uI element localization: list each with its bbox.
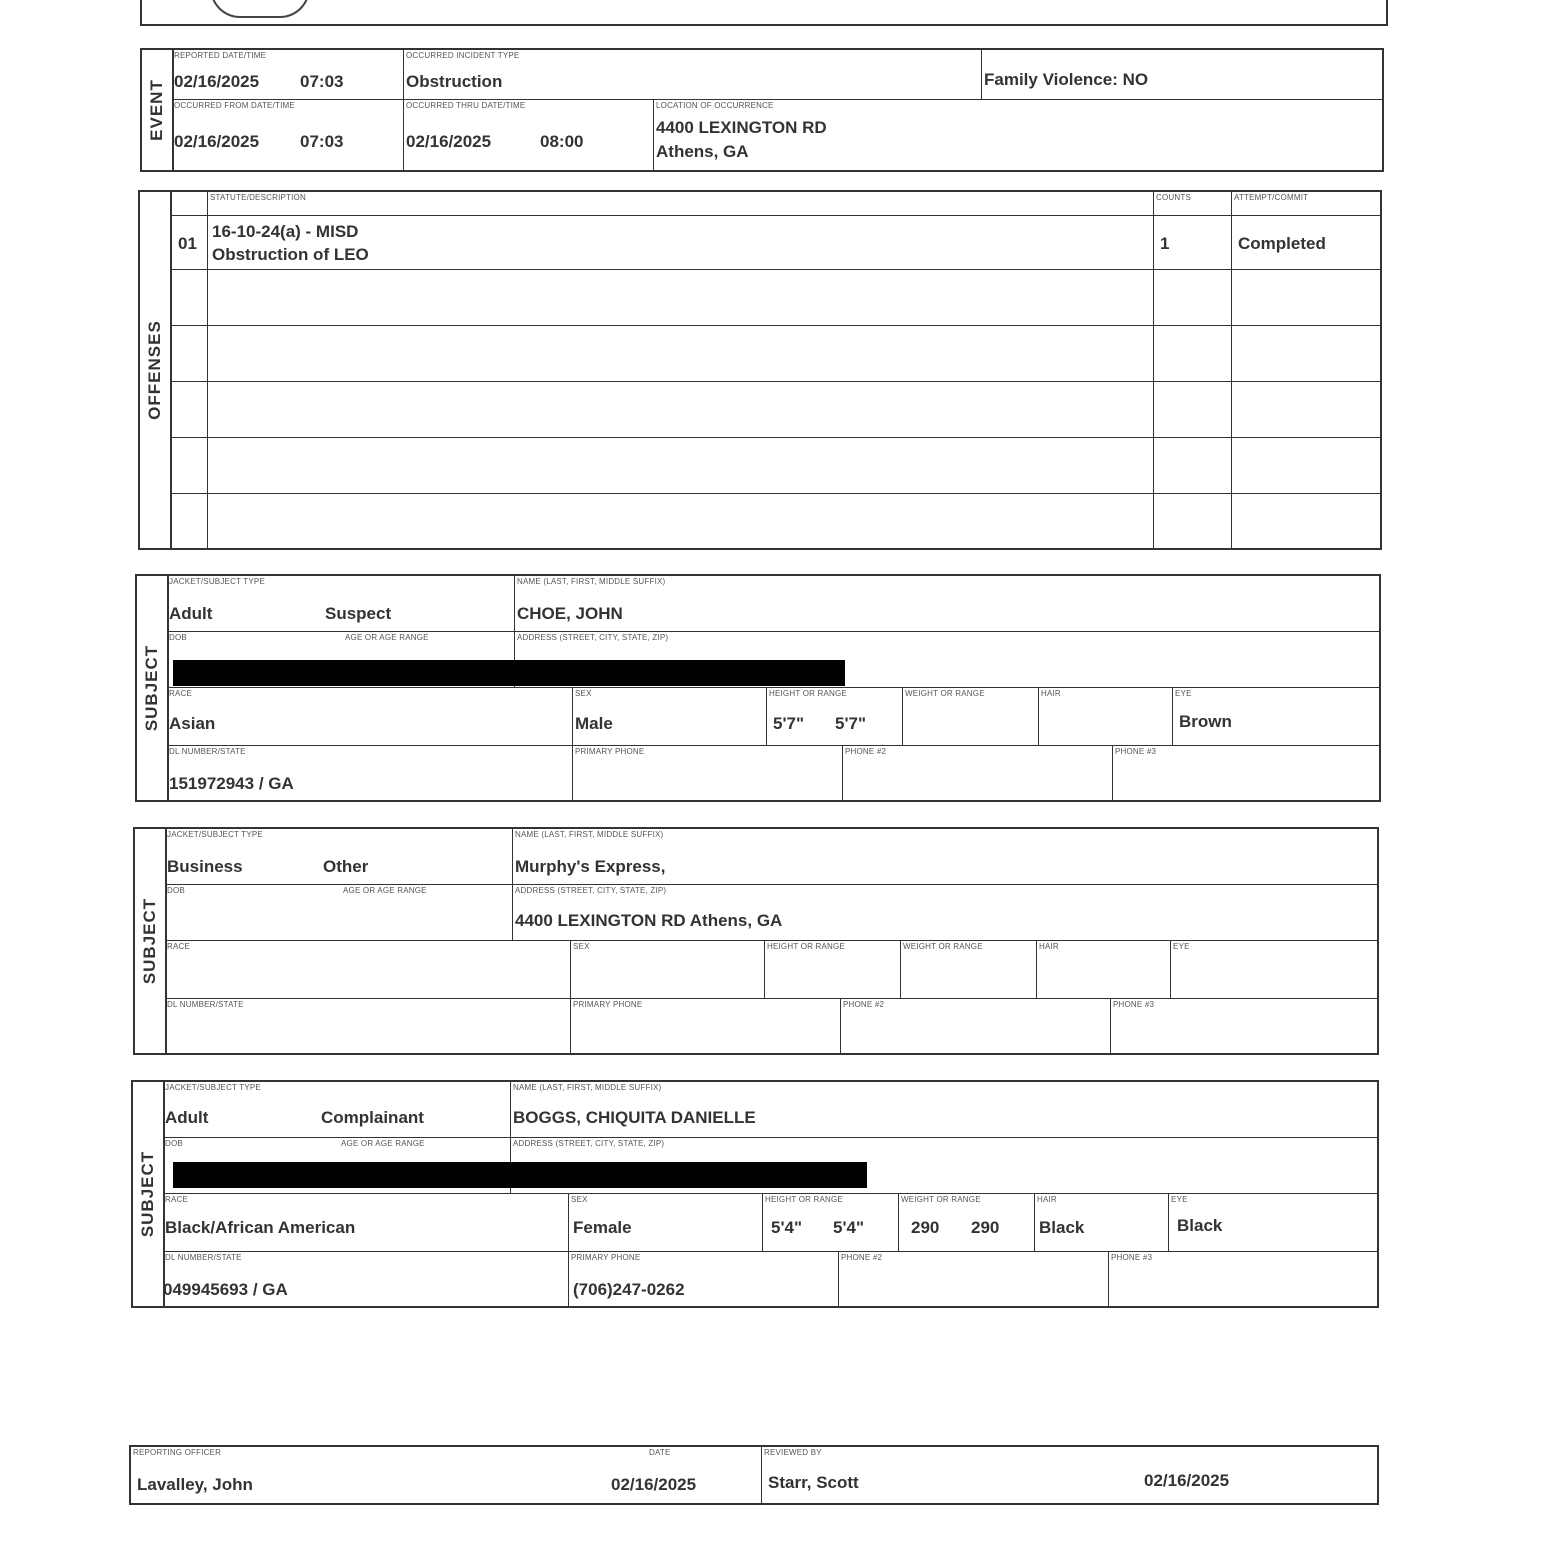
reported-time: 07:03 <box>300 72 344 91</box>
subject-side-label: SUBJECT <box>140 897 159 985</box>
subject-weight-max: 290 <box>971 1218 1000 1237</box>
occurred-from-time: 07:03 <box>300 132 344 151</box>
subject-weight-min: 290 <box>911 1218 940 1237</box>
subject-section-1: SUBJECT JACKET/SUBJECT TYPE Adult Suspect NAME (LAST, FIRST, MIDDLE SUFFIX) CHOE, JOHN DOB AGE OR AGE RANGE ADDRESS (STREET, CITY, STATE, ZIP) RACE Asian SEX Male HEIGHT OR RANGE 5'7" 5'7" WEIGHT OR RANGE HAIR EYE Brown DL NUMBER/STATE 151972943 / GA PRIMARY PHONE PHONE #2 PHONE #3 <box>135 574 1381 802</box>
empty-row <box>170 438 208 494</box>
footer-section: REPORTING OFFICER DATE Lavalley, John 02/16/2025 REVIEWED BY Starr, Scott 02/16/2025 <box>129 1445 1379 1505</box>
offenses-section: OFFENSES STATUTE/DESCRIPTION COUNTS ATTEMPT/COMMIT 01 16-10-24(a) - MISD Obstruction of LEO 1 Completed <box>138 190 1382 550</box>
subject-name: CHOE, JOHN <box>517 604 623 623</box>
occurred-thru-date: 02/16/2025 <box>406 132 492 151</box>
subject-category: Adult <box>165 1108 209 1127</box>
subject-category: Adult <box>169 604 213 623</box>
subject-dl: 049945693 / GA <box>163 1280 288 1299</box>
occurred-from-date: 02/16/2025 <box>174 132 260 151</box>
subject-name: BOGGS, CHIQUITA DANIELLE <box>513 1108 756 1127</box>
officer-date: 02/16/2025 <box>611 1475 697 1494</box>
incident-type: Obstruction <box>406 72 503 91</box>
subject-race: Asian <box>169 714 216 733</box>
subject-category: Business <box>167 857 243 876</box>
subject-height-min: 5'4" <box>771 1218 803 1237</box>
header-frame <box>140 0 1388 26</box>
empty-row <box>170 382 208 438</box>
empty-row <box>170 270 208 326</box>
reviewer: Starr, Scott <box>768 1473 859 1492</box>
subject-role: Suspect <box>325 604 392 623</box>
table-row <box>170 216 208 270</box>
redaction-bar <box>173 1162 867 1188</box>
empty-row <box>170 326 208 382</box>
subject-height-min: 5'7" <box>773 714 805 733</box>
subject-primary-phone: (706)247-0262 <box>573 1280 685 1299</box>
reporting-officer: Lavalley, John <box>137 1475 253 1494</box>
subject-side-label: SUBJECT <box>142 644 161 732</box>
event-section: EVENT REPORTED DATE/TIME 02/16/2025 07:03 OCCURRED INCIDENT TYPE Obstruction Family Violence: NO OCCURRED FROM DATE/TIME 02/16/2025 07:03 OCCURRED THRU DATE/TIME 02/16/2025 08:00 LOCATION OF OCCURRENCE 4400 LEXINGTON RD Athens, GA <box>140 48 1384 172</box>
subject-eye: Brown <box>1179 712 1232 731</box>
offense-statute: 16-10-24(a) - MISD <box>212 222 359 241</box>
subject-name: Murphy's Express, <box>515 857 666 876</box>
subject-eye: Black <box>1177 1216 1223 1235</box>
reviewer-date: 02/16/2025 <box>1144 1471 1230 1490</box>
subject-race: Black/African American <box>165 1218 356 1237</box>
subject-hair: Black <box>1039 1218 1085 1237</box>
empty-row <box>170 494 208 548</box>
subject-dl: 151972943 / GA <box>169 774 294 793</box>
subject-sex: Male <box>575 714 613 733</box>
family-violence: Family Violence: NO <box>984 70 1149 89</box>
subject-sex: Female <box>573 1218 632 1237</box>
subject-section-3: SUBJECT JACKET/SUBJECT TYPE Adult Complainant NAME (LAST, FIRST, MIDDLE SUFFIX) BOGGS, CHIQUITA DANIELLE DOB AGE OR AGE RANGE ADDRESS (STREET, CITY, STATE, ZIP) RACE Black/African American SEX Female HEIGHT OR RANGE 5'4" 5'4" WEIGHT OR RANGE 290 290 HAIR Black EYE Black DL NUMBER/STATE 049945693 / GA PRIMARY PHONE (706)247-0262 PHONE #2 PHONE #3 <box>131 1080 1379 1308</box>
subject-role: Other <box>323 857 369 876</box>
location-line2: Athens, GA <box>656 142 749 161</box>
event-side-label: EVENT <box>147 79 166 141</box>
redaction-bar <box>173 660 845 686</box>
subject-role: Complainant <box>321 1108 424 1127</box>
subject-address: 4400 LEXINGTON RD Athens, GA <box>515 911 783 930</box>
reported-date: 02/16/2025 <box>174 72 260 91</box>
subject-height-max: 5'4" <box>833 1218 865 1237</box>
occurred-thru-time: 08:00 <box>540 132 584 151</box>
subject-height-max: 5'7" <box>835 714 867 733</box>
location-line1: 4400 LEXINGTON RD <box>656 118 827 137</box>
offense-status: Completed <box>1238 234 1326 253</box>
offenses-side-label: OFFENSES <box>145 320 164 420</box>
offense-description: Obstruction of LEO <box>212 245 369 264</box>
subject-side-label: SUBJECT <box>138 1150 157 1238</box>
subject-section-2: SUBJECT JACKET/SUBJECT TYPE Business Other NAME (LAST, FIRST, MIDDLE SUFFIX) Murphy's Express, DOB AGE OR AGE RANGE ADDRESS (STREET, CITY, STATE, ZIP) 4400 LEXINGTON RD Athens, GA RACE SEX HEIGHT OR RANGE WEIGHT OR RANGE HAIR EYE DL NUMBER/STATE PRIMARY PHONE PHONE #2 PHONE #3 <box>133 827 1379 1055</box>
offense-number: 01 <box>178 234 197 253</box>
offense-counts: 1 <box>1160 234 1170 253</box>
